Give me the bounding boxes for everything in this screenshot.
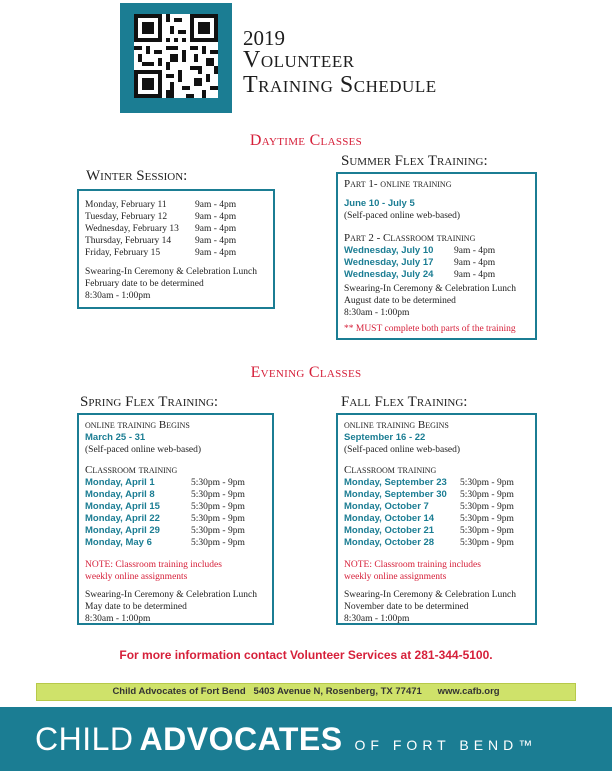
summer-date-note: August date to be determined (344, 296, 456, 306)
title-year: 2019 (243, 26, 285, 50)
schedule-time: 9am - 4pm (195, 224, 237, 234)
qr-code-frame (120, 3, 232, 113)
winter-ceremony: Swearing-In Ceremony & Celebration Lunch (85, 267, 258, 277)
evening-heading: Evening Classes (250, 364, 362, 381)
schedule-day: Monday, October 14 (344, 513, 435, 524)
schedule-time: 5:30pm - 9pm (191, 490, 245, 500)
schedule-row (344, 245, 516, 257)
schedule-day: Wednesday, July 24 (344, 269, 434, 280)
fall-heading: Fall Flex Training: (341, 394, 468, 410)
spring-ceremony-time: 8:30am - 1:00pm (85, 614, 151, 624)
schedule-time: 9am - 4pm (195, 200, 237, 210)
fall-online-note: (Self-paced online web-based) (344, 445, 461, 455)
schedule-row (85, 211, 257, 223)
footer-logo (35, 721, 537, 758)
schedule-row (85, 235, 257, 247)
schedule-day: Monday, May 6 (85, 537, 152, 548)
schedule-row (344, 257, 516, 269)
contact-line: For more information contact Volunteer Services at 281-344-5100. (119, 648, 493, 662)
schedule-time: 9am - 4pm (454, 270, 496, 280)
fall-box (336, 413, 537, 625)
schedule-time: 9am - 4pm (195, 236, 237, 246)
daytime-heading: Daytime Classes (249, 132, 363, 149)
schedule-row (85, 489, 257, 501)
spring-note-1: NOTE: Classroom training includes (85, 560, 222, 570)
schedule-day: Wednesday, July 10 (344, 245, 434, 256)
schedule-day: Thursday, February 14 (85, 236, 172, 246)
spring-note-2: weekly online assignments (85, 572, 188, 582)
title-line-1: Volunteer (243, 47, 355, 73)
schedule-time: 5:30pm - 9pm (191, 478, 245, 488)
schedule-time: 5:30pm - 9pm (191, 538, 245, 548)
schedule-time: 9am - 4pm (454, 246, 496, 256)
summer-rows (344, 245, 516, 281)
schedule-row (344, 489, 516, 501)
schedule-day: Monday, April 22 (85, 513, 160, 524)
schedule-day: Monday, September 30 (344, 489, 447, 500)
schedule-time: 9am - 4pm (454, 258, 496, 268)
spring-online-begins: online training Begins (85, 419, 190, 431)
summer-part2: Part 2 - Classroom training (344, 232, 476, 244)
spring-rows (85, 477, 257, 549)
schedule-row (344, 537, 516, 549)
schedule-row (85, 537, 257, 549)
summer-online-note: (Self-paced online web-based) (344, 211, 461, 221)
summer-heading: Summer Flex Training: (341, 153, 488, 169)
schedule-day: Wednesday, February 13 (85, 224, 179, 234)
fall-online-dates: September 16 - 22 (344, 432, 426, 443)
winter-date-note: February date to be determined (85, 279, 204, 289)
fall-note-2: weekly online assignments (344, 572, 447, 582)
footer-logo-bold: ADVOCATES (139, 721, 343, 757)
schedule-day: Monday, February 11 (85, 200, 167, 210)
schedule-row (85, 525, 257, 537)
schedule-time: 5:30pm - 9pm (191, 502, 245, 512)
schedule-row (344, 501, 516, 513)
winter-heading: Winter Session: (86, 168, 188, 184)
schedule-row (85, 477, 257, 489)
footer-logo-small: OF FORT BEND™ (354, 737, 538, 753)
summer-online-dates: June 10 - July 5 (344, 198, 415, 209)
spring-date-note: May date to be determined (85, 602, 187, 612)
schedule-time: 5:30pm - 9pm (191, 526, 245, 536)
schedule-row (344, 513, 516, 525)
summer-box (336, 172, 537, 340)
spring-ceremony: Swearing-In Ceremony & Celebration Lunch (85, 590, 258, 600)
spring-box (77, 413, 274, 625)
schedule-day: Monday, October 21 (344, 525, 435, 536)
schedule-time: 5:30pm - 9pm (460, 526, 514, 536)
schedule-time: 9am - 4pm (195, 212, 237, 222)
schedule-row (344, 477, 516, 489)
schedule-row (85, 199, 257, 211)
fall-classroom: Classroom training (344, 464, 437, 476)
schedule-row (344, 269, 516, 281)
winter-box (77, 189, 275, 309)
spring-online-dates: March 25 - 31 (85, 432, 146, 443)
schedule-day: Monday, September 23 (344, 477, 447, 488)
schedule-time: 5:30pm - 9pm (460, 490, 514, 500)
schedule-day: Monday, April 1 (85, 477, 155, 488)
footer-banner (0, 707, 612, 771)
schedule-row (85, 223, 257, 235)
schedule-row (344, 525, 516, 537)
schedule-day: Monday, October 28 (344, 537, 435, 548)
spring-online-note: (Self-paced online web-based) (85, 445, 202, 455)
summer-must-note: ** MUST complete both parts of the training (344, 324, 516, 334)
spring-classroom: Classroom training (85, 464, 178, 476)
spring-heading: Spring Flex Training: (80, 394, 219, 410)
fall-ceremony-time: 8:30am - 1:00pm (344, 614, 410, 624)
fall-ceremony: Swearing-In Ceremony & Celebration Lunch (344, 590, 517, 600)
fall-date-note: November date to be determined (344, 602, 469, 612)
schedule-day: Monday, April 8 (85, 489, 155, 500)
schedule-row (85, 513, 257, 525)
schedule-time: 9am - 4pm (195, 248, 237, 258)
schedule-day: Wednesday, July 17 (344, 257, 434, 268)
schedule-time: 5:30pm - 9pm (460, 538, 514, 548)
schedule-day: Monday, October 7 (344, 501, 429, 512)
schedule-time: 5:30pm - 9pm (460, 514, 514, 524)
schedule-row (85, 501, 257, 513)
schedule-time: 5:30pm - 9pm (460, 478, 514, 488)
schedule-day: Monday, April 29 (85, 525, 160, 536)
qr-code-icon (134, 14, 218, 98)
schedule-row (85, 247, 257, 259)
summer-ceremony: Swearing-In Ceremony & Celebration Lunch (344, 284, 517, 294)
winter-ceremony-time: 8:30am - 1:00pm (85, 291, 151, 301)
schedule-time: 5:30pm - 9pm (460, 502, 514, 512)
summer-part1: Part 1- online training (344, 178, 452, 190)
winter-rows (85, 199, 257, 259)
fall-note-1: NOTE: Classroom training includes (344, 560, 481, 570)
schedule-day: Friday, February 15 (85, 248, 161, 258)
footer-logo-light: CHILD (35, 721, 134, 757)
schedule-day: Tuesday, February 12 (85, 212, 168, 222)
schedule-day: Monday, April 15 (85, 501, 160, 512)
title-line-2: Training Schedule (243, 72, 437, 98)
fall-rows (344, 477, 516, 549)
summer-ceremony-time: 8:30am - 1:00pm (344, 308, 410, 318)
fall-online-begins: online training Begins (344, 419, 449, 431)
schedule-time: 5:30pm - 9pm (191, 514, 245, 524)
address-bar: Child Advocates of Fort Bend 5403 Avenue N, Rosenberg, TX 77471 www.cafb.org (36, 683, 576, 701)
